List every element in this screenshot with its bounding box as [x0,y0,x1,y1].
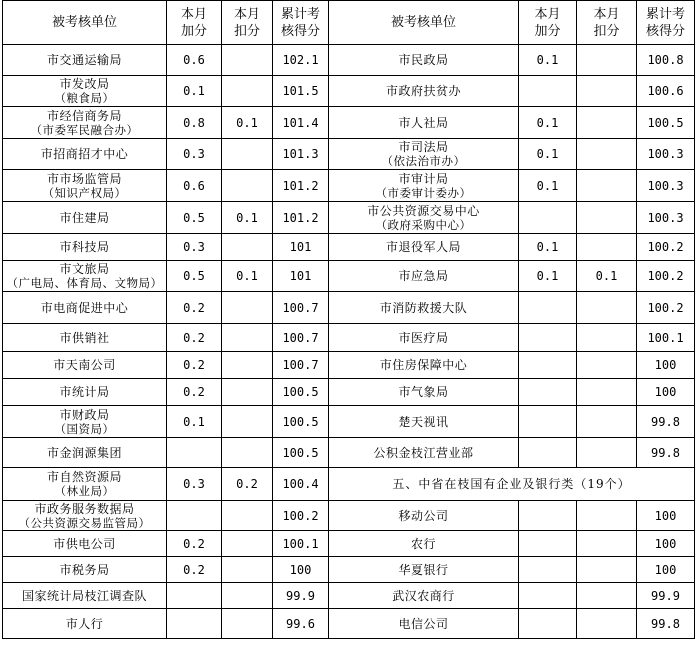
header-total-right-line1: 累计考 [645,6,685,22]
left-add-cell: 0.6 [167,45,222,76]
header-unit-right: 被考核单位 [329,1,519,45]
left-total-cell: 100.2 [273,501,329,531]
right-deduct-cell [577,107,637,139]
left-add-cell: 0.2 [167,531,222,557]
right-unit-line: 市公共资源交易中心 [367,203,480,218]
left-unit-line: 市电商促进中心 [40,300,129,315]
left-unit-line: （知识产权局） [42,185,127,200]
left-deduct-cell: 0.1 [222,261,273,292]
right-deduct-cell [577,501,637,531]
left-add-cell: 0.8 [167,107,222,139]
right-unit-line: （市委审计委办） [375,185,472,200]
left-unit-line: 市税务局 [59,562,110,577]
left-unit-cell [3,406,167,438]
right-deduct-cell [577,438,637,468]
right-total-cell: 100.3 [637,170,695,202]
left-unit-cell [3,139,167,170]
left-unit-cell [3,501,167,531]
right-add-cell [519,379,577,406]
right-unit-line: 市民政局 [398,53,449,67]
header-add-line1: 本月 [180,6,207,22]
left-unit-line: （广电局、体育局、文物局） [6,276,163,290]
right-total-cell: 100.3 [637,202,695,234]
right-unit-line: 电信公司 [398,616,449,631]
left-unit-line: 市招商招才中心 [40,147,129,161]
left-deduct-cell [222,531,273,557]
left-deduct-cell: 0.1 [222,107,273,139]
left-total-cell: 99.9 [273,583,329,609]
left-unit-cell [3,261,167,292]
right-add-cell [519,531,577,557]
left-unit-cell [3,107,167,139]
left-total-cell: 99.6 [273,609,329,639]
header-row [3,1,695,45]
left-deduct-cell [222,170,273,202]
table-row [3,170,695,202]
left-deduct-cell [222,609,273,639]
header-deduct-line2: 扣分 [233,23,260,39]
left-add-cell [167,609,222,639]
left-unit-line: 市交通运输局 [46,53,122,67]
left-deduct-cell [222,292,273,324]
left-total-cell: 101.5 [273,76,329,107]
right-unit-line: 市人社局 [398,115,449,130]
right-unit-line: 市气象局 [398,385,449,399]
left-total-cell: 100 [273,557,329,583]
right-deduct-cell [577,170,637,202]
right-add-cell [519,501,577,531]
right-total-cell: 100.5 [637,107,695,139]
right-unit-line: 市司法局 [398,140,449,154]
left-unit-cell [3,170,167,202]
left-total-cell: 101.2 [273,202,329,234]
left-add-cell [167,583,222,609]
right-unit-line: 市审计局 [398,171,449,186]
right-unit-cell [329,107,519,139]
right-total-cell: 100 [637,557,695,583]
right-add-cell: 0.1 [519,139,577,170]
table-row [3,406,695,438]
right-unit-line: 市退役军人局 [385,240,461,254]
left-add-cell: 0.2 [167,292,222,324]
left-deduct-cell [222,76,273,107]
right-deduct-cell [577,557,637,583]
right-deduct-cell [577,45,637,76]
left-deduct-cell [222,557,273,583]
header-total-line1: 累计考 [280,6,320,22]
left-add-cell: 0.2 [167,379,222,406]
right-add-cell [519,292,577,324]
left-deduct-cell [222,501,273,531]
table-row [3,107,695,139]
header-add-right [519,1,577,45]
right-deduct-cell [577,406,637,438]
right-unit-line: 公积金枝江营业部 [373,445,474,460]
right-add-cell: 0.1 [519,45,577,76]
left-unit-line: 市供销社 [59,330,110,345]
table-row [3,139,695,170]
left-add-cell: 0.2 [167,557,222,583]
left-add-cell: 0.2 [167,324,222,352]
left-unit-line: 市财政局 [59,407,110,422]
right-add-cell [519,202,577,234]
left-unit-cell [3,45,167,76]
left-unit-line: 市市场监管局 [46,171,122,186]
right-add-cell: 0.1 [519,170,577,202]
left-unit-cell [3,324,167,352]
left-unit-cell [3,531,167,557]
right-unit-line: 楚天视讯 [398,414,449,429]
left-total-cell: 101.4 [273,107,329,139]
right-add-cell [519,324,577,352]
right-add-cell [519,609,577,639]
right-unit-cell [329,609,519,639]
left-deduct-cell [222,583,273,609]
table-row [3,609,695,639]
left-unit-line: （粮食局） [54,91,115,105]
left-unit-cell [3,292,167,324]
left-total-cell: 100.5 [273,379,329,406]
left-unit-line: 国家统计局枝江调查队 [21,588,147,603]
left-unit-line: （公共资源交易监管局） [18,515,151,530]
right-deduct-cell [577,379,637,406]
right-total-cell: 99.9 [637,583,695,609]
right-unit-line: 市应急局 [398,269,449,283]
left-total-cell: 101.3 [273,139,329,170]
table-row [3,468,695,501]
left-total-cell: 100.1 [273,531,329,557]
table-row [3,292,695,324]
header-deduct-right [577,1,637,45]
header-add-right-line2: 加分 [534,23,561,39]
right-deduct-cell [577,202,637,234]
header-deduct-right-line2: 扣分 [593,23,620,39]
left-deduct-cell [222,352,273,379]
right-deduct-cell [577,324,637,352]
left-unit-line: 市天南公司 [53,358,116,372]
header-total [273,1,329,45]
left-add-cell [167,438,222,468]
table-row [3,324,695,352]
right-unit-line: （依法治市办） [381,154,466,168]
table-row [3,352,695,379]
right-add-cell: 0.1 [519,234,577,261]
right-total-cell: 100.2 [637,292,695,324]
left-total-cell: 100.7 [273,324,329,352]
left-unit-line: （市委军民融合办） [30,122,139,137]
right-add-cell [519,557,577,583]
right-deduct-cell [577,76,637,107]
left-add-cell: 0.2 [167,352,222,379]
left-deduct-cell [222,324,273,352]
right-add-cell [519,438,577,468]
left-total-cell: 100.7 [273,292,329,324]
left-unit-line: （国资局） [54,421,115,436]
right-unit-cell [329,438,519,468]
left-unit-cell [3,438,167,468]
left-unit-line: 市统计局 [59,385,110,399]
left-deduct-cell [222,45,273,76]
right-deduct-cell [577,609,637,639]
table-row [3,202,695,234]
assessment-score-table [2,0,695,639]
left-add-cell: 0.6 [167,170,222,202]
table-row [3,557,695,583]
header-add [167,1,222,45]
left-add-cell: 0.3 [167,139,222,170]
right-unit-cell [329,379,519,406]
section-heading: 五、中省在枝国有企业及银行类（19个） [329,468,695,501]
header-add-right-line1: 本月 [534,6,561,22]
right-unit-cell [329,234,519,261]
header-total-right-line2: 核得分 [645,23,685,39]
left-unit-line: （林业局） [54,484,115,498]
right-total-cell: 100 [637,501,695,531]
right-total-cell: 100 [637,531,695,557]
left-unit-line: 市发改局 [59,77,110,91]
left-add-cell: 0.5 [167,202,222,234]
header-deduct [222,1,273,45]
right-deduct-cell: 0.1 [577,261,637,292]
left-unit-line: 市文旅局 [59,262,110,276]
left-total-cell: 100.5 [273,438,329,468]
left-unit-line: 市自然资源局 [46,470,122,484]
right-unit-line: 移动公司 [398,508,449,523]
left-add-cell: 0.5 [167,261,222,292]
left-unit-cell [3,379,167,406]
table-row [3,531,695,557]
header-add-line2: 加分 [180,23,207,39]
right-unit-line: （政府采购中心） [375,217,472,232]
left-add-cell: 0.1 [167,76,222,107]
left-total-cell: 100.4 [273,468,329,501]
right-unit-cell [329,501,519,531]
right-unit-line: 市住房保障中心 [379,358,468,372]
right-add-cell: 0.1 [519,261,577,292]
header-unit: 被考核单位 [3,1,167,45]
table-row [3,501,695,531]
right-total-cell: 99.8 [637,609,695,639]
left-unit-cell [3,352,167,379]
right-unit-cell [329,324,519,352]
right-unit-line: 市政府扶贫办 [385,84,461,98]
right-deduct-cell [577,531,637,557]
left-deduct-cell [222,234,273,261]
left-deduct-cell [222,406,273,438]
header-deduct-right-line1: 本月 [593,6,620,22]
left-add-cell: 0.3 [167,234,222,261]
left-add-cell: 0.1 [167,406,222,438]
right-unit-cell [329,45,519,76]
right-unit-cell [329,202,519,234]
right-unit-cell [329,139,519,170]
right-unit-cell [329,170,519,202]
left-deduct-cell [222,379,273,406]
left-add-cell [167,501,222,531]
right-deduct-cell [577,139,637,170]
right-unit-line: 市医疗局 [398,330,449,345]
right-unit-line: 农行 [410,536,436,551]
table-body [3,45,695,639]
right-total-cell: 100.2 [637,261,695,292]
left-total-cell: 101.2 [273,170,329,202]
left-unit-cell [3,609,167,639]
left-unit-cell [3,557,167,583]
table-row [3,45,695,76]
left-total-cell: 101 [273,261,329,292]
left-unit-line: 市政务服务数据局 [34,501,135,516]
right-deduct-cell [577,234,637,261]
left-deduct-cell: 0.1 [222,202,273,234]
table-row [3,76,695,107]
right-unit-cell [329,352,519,379]
left-unit-cell [3,234,167,261]
right-deduct-cell [577,352,637,379]
left-unit-cell [3,202,167,234]
right-unit-cell [329,406,519,438]
table-row [3,379,695,406]
left-add-cell: 0.3 [167,468,222,501]
left-total-cell: 102.1 [273,45,329,76]
right-unit-line: 武汉农商行 [392,588,455,603]
left-deduct-cell [222,139,273,170]
right-total-cell: 100.1 [637,324,695,352]
right-add-cell [519,76,577,107]
right-total-cell: 100 [637,352,695,379]
left-total-cell: 101 [273,234,329,261]
right-total-cell: 100.2 [637,234,695,261]
left-unit-line: 市经信商务局 [46,108,122,123]
right-unit-line: 市消防救援大队 [379,300,468,315]
header-total-line2: 核得分 [280,23,320,39]
left-unit-line: 市人行 [65,616,104,631]
right-add-cell [519,352,577,379]
table-row [3,438,695,468]
right-total-cell: 100 [637,379,695,406]
right-total-cell: 100.6 [637,76,695,107]
header-total-right [637,1,695,45]
right-unit-cell [329,261,519,292]
right-unit-line: 华夏银行 [398,562,449,577]
left-deduct-cell [222,438,273,468]
left-unit-line: 市金润源集团 [46,445,122,460]
right-unit-cell [329,583,519,609]
left-unit-line: 市供电公司 [53,536,116,551]
right-total-cell: 100.8 [637,45,695,76]
right-unit-cell [329,557,519,583]
left-unit-line: 市住建局 [59,210,110,225]
right-add-cell: 0.1 [519,107,577,139]
right-total-cell: 99.8 [637,438,695,468]
left-unit-line: 市科技局 [59,240,110,254]
left-deduct-cell: 0.2 [222,468,273,501]
right-deduct-cell [577,583,637,609]
left-unit-cell [3,468,167,501]
left-unit-cell [3,76,167,107]
right-total-cell: 100.3 [637,139,695,170]
left-unit-cell [3,583,167,609]
header-deduct-line1: 本月 [233,6,260,22]
right-total-cell: 99.8 [637,406,695,438]
right-add-cell [519,406,577,438]
right-unit-cell [329,76,519,107]
table-row [3,234,695,261]
table-row [3,261,695,292]
right-unit-cell [329,531,519,557]
right-deduct-cell [577,292,637,324]
right-unit-cell [329,292,519,324]
left-total-cell: 100.5 [273,406,329,438]
left-total-cell: 100.7 [273,352,329,379]
table-row [3,583,695,609]
right-add-cell [519,583,577,609]
